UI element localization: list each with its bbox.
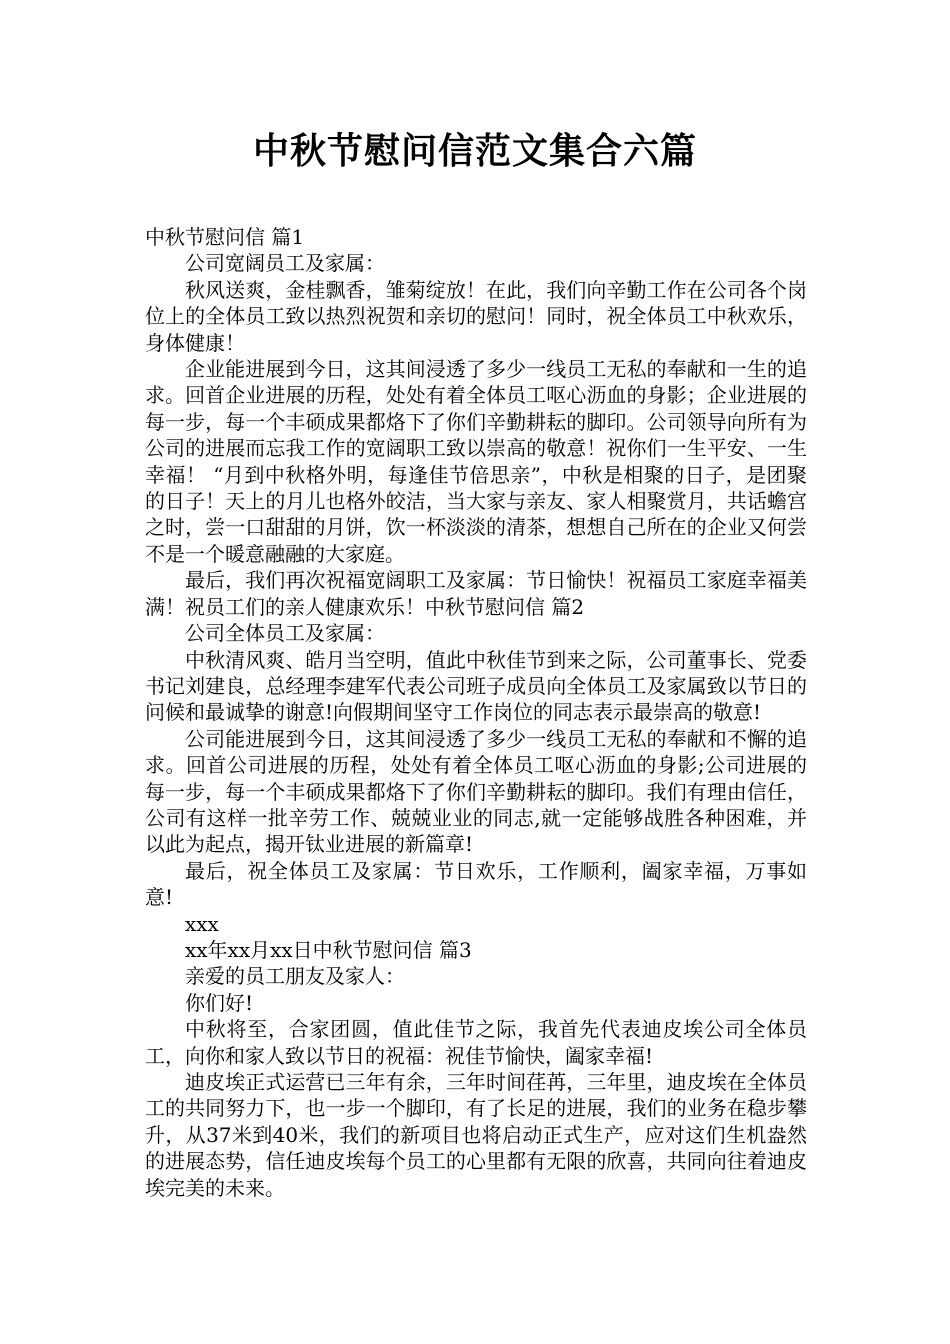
body-paragraph: 中秋将至，合家团圆，值此佳节之际，我首先代表迪皮埃公司全体员工，向你和家人致以节日的祝福：祝佳节愉快，阖家幸福!	[145, 1017, 807, 1068]
document-body	[145, 224, 807, 1201]
body-paragraph: 中秋清风爽、皓月当空明，值此中秋佳节到来之际，公司董事长、党委书记刘建良，总经理李建军代表公司班子成员向全体员工及家属致以节日的问候和最诚挚的谢意!向假期间坚守工作岗位的同志表示最崇高的敬意!	[145, 647, 807, 725]
salutation-paragraph: 公司全体员工及家属：	[185, 621, 385, 646]
salutation-paragraph: 公司宽阔员工及家属：	[185, 251, 385, 276]
body-paragraph: 最后，祝全体员工及家属：节日欢乐，工作顺利，阖家幸福，万事如意!	[145, 858, 807, 910]
section-heading-1: 中秋节慰问信 篇1	[145, 225, 305, 249]
body-paragraph: 迪皮埃正式运营已三年有余，三年时间荏苒，三年里，迪皮埃在全体员工的共同努力下，也一步一个脚印，有了长足的进展，我们的业务在稳步攀升，从37米到40米，我们的新项目也将启动正式生产，应对这们生机盎然的进展态势，信任迪皮埃每个员工的心里都有无限的欣喜，共同向往着迪皮埃完美的未来。	[145, 1070, 807, 1200]
greeting-line: 你们好!	[185, 990, 254, 1015]
signature-line: xxx	[185, 911, 219, 936]
date-line: xx年xx月xx日中秋节慰问信 篇3	[185, 937, 472, 962]
document-title: 中秋节慰问信范文集合六篇	[252, 131, 697, 172]
body-paragraph: 秋风送爽，金桂飘香，雏菊绽放！在此，我们向辛勤工作在公司各个岗位上的全体员工致以热烈祝贺和亲切的慰问！同时，祝全体员工中秋欢乐，身体健康！	[145, 277, 807, 355]
salutation-paragraph: 亲爱的员工朋友及家人：	[185, 964, 405, 989]
body-paragraph: 最后，我们再次祝福宽阔职工及家属：节日愉快！祝福员工家庭幸福美满！祝员工们的亲人健康欢乐！中秋节慰问信 篇2	[145, 568, 807, 619]
body-paragraph: 企业能进展到今日，这其间浸透了多少一线员工无私的奉献和一生的追求。回首企业进展的历程，处处有着全体员工呕心沥血的身影；企业进展的每一步，每一个丰硕成果都烙下了你们辛勤耕耘的脚印。公司领导向所有为公司的进展而忘我工作的宽阔职工致以崇高的敬意！祝你们一生平安、一生幸福！ “月到中秋格外明，每逢佳节倍思亲”，中秋是相聚的日子，是团聚的日子！天上的月儿也格外皎洁，当大家与亲友、家人相聚赏月，共话蟾宫之时，尝一口甜甜的月饼，饮一杯淡淡的清茶，想想自己所在的企业又何尝不是一个暖意融融的大家庭。	[145, 357, 807, 566]
body-paragraph: 公司能进展到今日，这其间浸透了多少一线员工无私的奉献和不懈的追求。回首公司进展的历程，处处有着全体员工呕心沥血的身影;公司进展的每一步，每一个丰硕成果都烙下了你们辛勤耕耘的脚印。我们有理由信任，公司有这样一批辛劳工作、兢兢业业的同志,就一定能够战胜各种困难，并以此为起点，揭开钛业进展的新篇章!	[145, 726, 807, 857]
